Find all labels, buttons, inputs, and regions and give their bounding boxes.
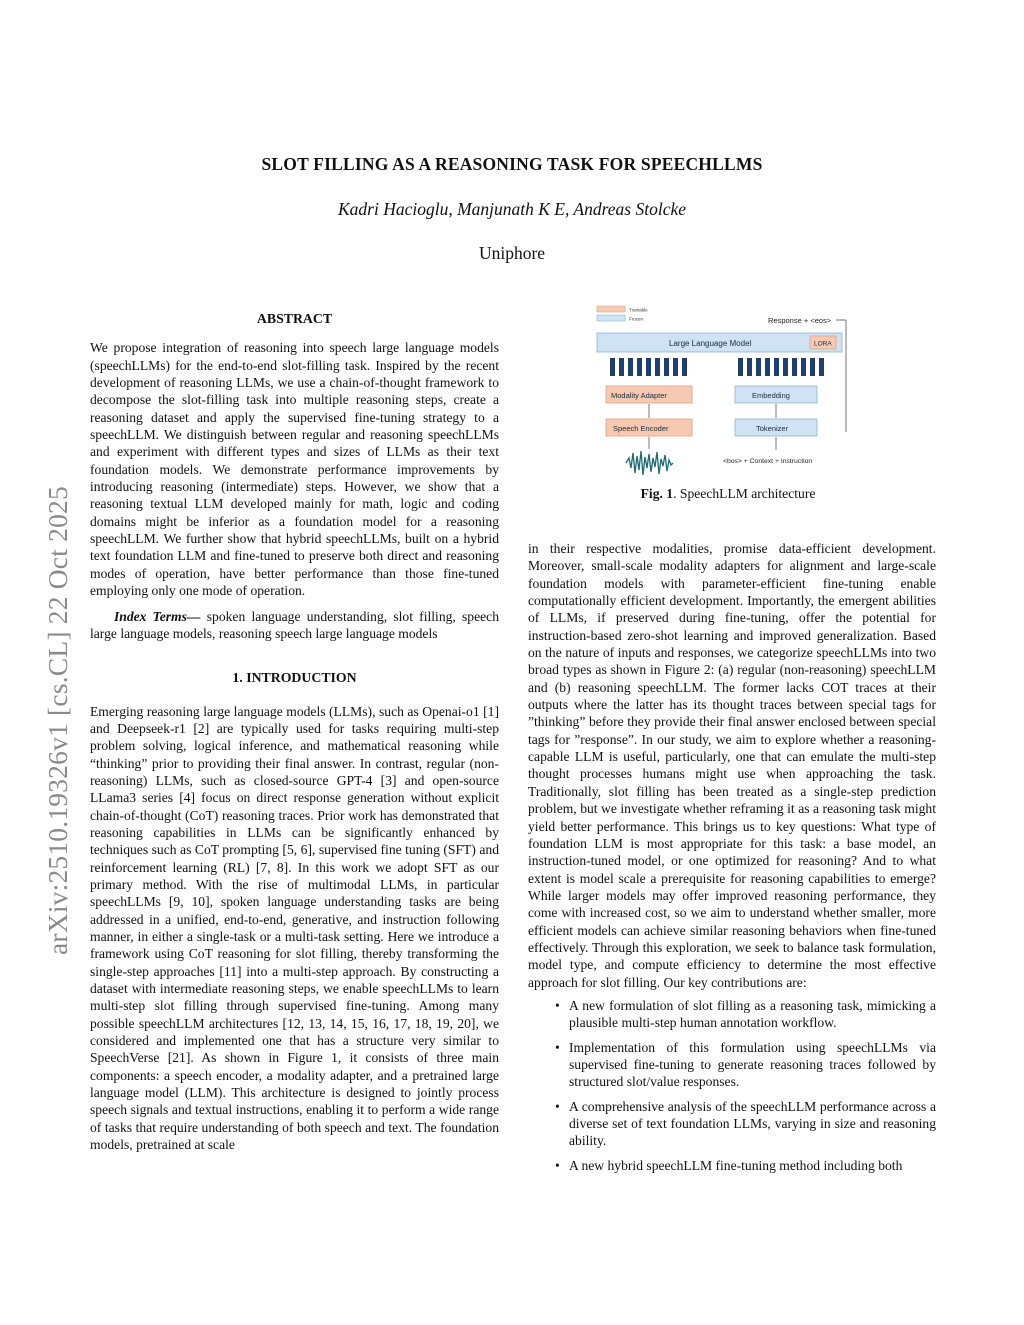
- text-token: [756, 358, 761, 376]
- speech-token: [682, 358, 687, 376]
- contribution-item: [555, 1098, 936, 1150]
- legend-frozen-swatch: [597, 315, 625, 321]
- figure-caption: [588, 486, 868, 502]
- speech-tokens: [610, 358, 687, 376]
- speech-token: [646, 358, 651, 376]
- speech-token: [637, 358, 642, 376]
- speech-token: [655, 358, 660, 376]
- text-token: [774, 358, 779, 376]
- intro-paragraph-left: Emerging reasoning large language models (LLMs), such as Openai-o1 [1] and Deepseek-r1 [2] are typically used for tasks requiring multi-step problem solving, logical inference, and mathematical reasoning while “thinking” prior to providing their final answer. In contrast, regular (non-reasoning) LLMs, such as closed-source GPT-4 [3] and open-source LLama3 series [4] focus on direct response generation without explicit chain-of-thought (CoT) reasoning traces. Prior work has demonstrated that reasoning capabilities in LLMs can be significantly enhanced by techniques such as CoT prompting [5, 6], supervised fine tuning (SFT) and reinforcement learning (RL) [7, 8]. In this work we adopt SFT as our primary method. With the rise of multimodal LLMs, in particular speechLLMs [9, 10], spoken language understanding tasks are being addressed in a unified, end-to-end, generative, and instruction following manner, in either a single-task or a multi-task setting. Here we introduce a framework using CoT reasoning for slot filling, thereby transforming the single-step approaches [11] into a multi-step approach. By constructing a dataset with intermediate reasoning steps, we enable speechLLMs to learn multi-step slot filling through supervised fine-tuning. Among many possible speechLLM architectures [12, 13, 14, 15, 16, 17, 18, 19, 20], we considered and implemented one that has a structure very similar to SpeechVerse [21]. As shown in Figure 1, it consists of three main components: a speech encoder, a modality adapter, and a pretrained large language model (LLM). This architecture is designed to jointly process speech signals and textual instructions, enabling it to perform a wide range of tasks that require understanding of both speech and text. The foundation models, pretrained at scale: [90, 703, 499, 1153]
- left-column: [90, 310, 499, 1153]
- contribution-item: [555, 997, 936, 1032]
- figure-caption-text: . SpeechLLM architecture: [673, 486, 816, 501]
- authors: Kadri Hacioglu, Manjunath K E, Andreas Stolcke: [337, 199, 687, 219]
- text-token: [783, 358, 788, 376]
- speech-token: [664, 358, 669, 376]
- contribution-text: Implementation of this formulation using speechLLMs via supervised fine-tuning to generate reasoning traces followed by structured slot/value responses.: [569, 1039, 936, 1090]
- arxiv-identifier: arXiv:2510.19326v1 [cs.CL] 22 Oct 2025: [42, 486, 73, 955]
- waveform: [626, 451, 673, 475]
- contribution-item: [555, 1039, 936, 1091]
- bullet: •: [555, 997, 560, 1013]
- contributions-list: [528, 997, 936, 1174]
- contribution-text: A comprehensive analysis of the speechLLM performance across a diverse set of text foundation LLMs, varying in size and reasoning ability.: [569, 1098, 936, 1149]
- bullet: •: [555, 1039, 560, 1055]
- text-tokens: [738, 358, 824, 376]
- architecture-diagram: [592, 302, 854, 480]
- contribution-item: [555, 1157, 936, 1174]
- abstract-text: We propose integration of reasoning into speech large language models (speechLLMs) for the end-to-end slot-filling task. Inspired by the recent development of reasoning LLMs, we use a chain-of-thought framework to decompose the slot-filling task into multiple reasoning steps, create a reasoning dataset and apply the supervised fine-tuning strategy to a speechLLM. We distinguish between regular and reasoning speechLLMs and experiment with different types and sizes of LLMs as their text foundation models. We demonstrate performance improvements by introducing reasoning (intermediate) steps. However, we show that a reasoning textual LLM developed mainly for math, logic and coding domains might be inferior as a foundation model for a reasoning speechLLM. We further show that hybrid speechLLMs, built on a hybrid text foundation LLM and fine-tuned to preserve both direct and reasoning modes of operation, have better performance than those fine-tuned employing only one mode of operation.: [90, 340, 499, 599]
- index-terms-text: spoken language understanding, slot filling, speech large language models, reasoning speech large language models: [90, 608, 499, 641]
- contribution-text: A new formulation of slot filling as a reasoning task, mimicking a plausible multi-step human annotation workflow.: [569, 997, 936, 1031]
- speech-token: [619, 358, 624, 376]
- speech-token: [628, 358, 633, 376]
- index-terms: [90, 608, 499, 643]
- bullet: •: [555, 1098, 560, 1114]
- legend-trainable-label: Trainable: [629, 307, 648, 313]
- text-token: [819, 358, 824, 376]
- index-terms-label: Index Terms—: [114, 608, 201, 624]
- llm-label: Large Language Model: [669, 339, 752, 348]
- bullet: •: [555, 1157, 560, 1173]
- abstract-heading: ABSTRACT: [256, 311, 333, 326]
- speech-token: [610, 358, 615, 376]
- intro-paragraph-right: in their respective modalities, promise data-efficient development. Moreover, small-scale modality adapters for alignment and large-scale foundation models with parameter-efficient fine-tuning enable computationally efficient development. Importantly, the emergent abilities of LLMs, if preserved during fine-tuning, offer the potential for instruction-based zero-shot learning and improved generalization. Based on the nature of inputs and responses, we categorize speechLLMs into two broad types as shown in Figure 2: (a) regular (non-reasoning) speechLLM and (b) reasoning speechLLM. The former lacks COT traces at their outputs where the latter has its thought traces between special tags for ”thinking” before they provide their final answer enclosed between special tags for ”response”. In our study, we aim to explore whether a reasoning-capable LLM is useful, particularly, one that can emulate the multi-step thought processes humans might use when approaching the task. Traditionally, slot filling has been treated as a single-step prediction problem, but we investigate whether reframing it as a reasoning task might yield better performance. This brings us to key questions: What type of foundation LLM is most appropriate for this task: a base model, an instruction-tuned model, or one optimized for reasoning? And to what extent is model scale a prerequisite for reasoning capabilities to emerge? While larger models may offer improved reasoning performance, they come with increased cost, so we aim to understand whether smaller, more efficient models can achieve similar reasoning behaviors when fine-tuned effectively. Through this exploration, we seek to balance task formulation, model type, and compute efficiency to determine the most effective approach for slot filling. Our key contributions are:: [528, 541, 936, 990]
- text-token: [801, 358, 806, 376]
- response-label: Response + <eos>: [768, 316, 832, 325]
- paper-title: SLOT FILLING AS A REASONING TASK FOR SPEECHLLMS: [261, 154, 763, 174]
- tokenizer-label: Tokenizer: [756, 424, 789, 433]
- affiliation: Uniphore: [478, 243, 546, 263]
- text-token: [738, 358, 743, 376]
- figure-caption-label: Fig. 1: [640, 486, 674, 501]
- text-token: [765, 358, 770, 376]
- right-column: [528, 540, 936, 1181]
- embedding-label: Embedding: [752, 391, 790, 400]
- input-text-label: <bos> + Context + Instruction: [723, 458, 813, 465]
- legend-trainable-swatch: [597, 306, 625, 312]
- contribution-text: A new hybrid speechLLM fine-tuning method including both: [569, 1157, 903, 1173]
- lora-label: LORA: [814, 340, 832, 348]
- text-token: [747, 358, 752, 376]
- text-token: [810, 358, 815, 376]
- section-heading-introduction: 1. INTRODUCTION: [232, 670, 357, 686]
- modality-adapter-label: Modality Adapter: [611, 391, 667, 400]
- speech-encoder-label: Speech Encoder: [613, 424, 669, 433]
- figure-speechllm-architecture: [592, 302, 854, 480]
- legend-frozen-label: Frozen: [629, 316, 644, 322]
- text-token: [792, 358, 797, 376]
- speech-token: [673, 358, 678, 376]
